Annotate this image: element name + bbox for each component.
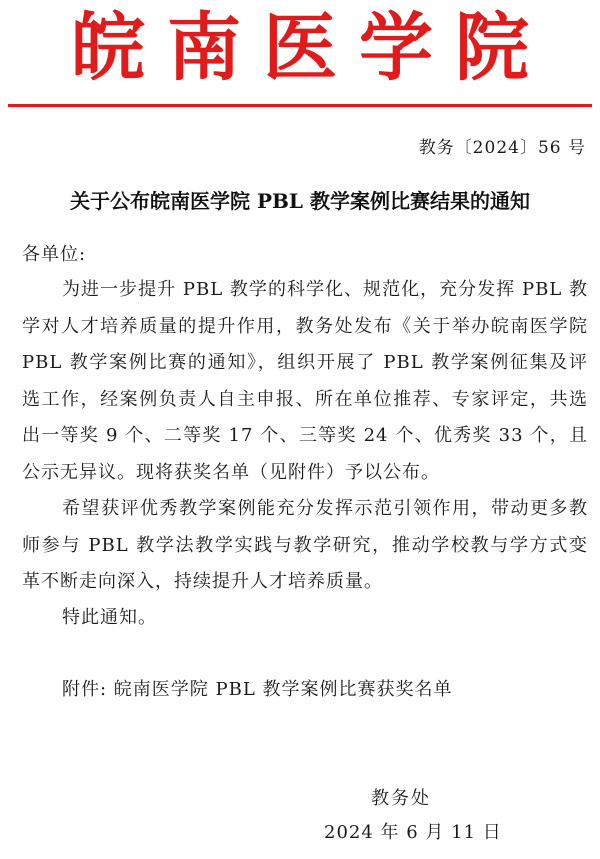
issue-date: 2024 年 6 月 11 日 — [324, 822, 502, 843]
body-paragraph-2: 希望获评优秀教学案例能充分发挥示范引领作用，带动更多教师参与 PBL 教学法教学实践与教学研究，推动学校教与学方式变革不断走向深入，持续提升人才培养质量。 — [22, 498, 588, 592]
issuer: 教务处 — [371, 788, 431, 809]
document-number: 教务〔2024〕56 号 — [418, 138, 586, 158]
masthead-org-name: 皖南医学院 — [71, 5, 551, 91]
closing-line: 特此通知。 — [62, 607, 157, 628]
notice-title: 关于公布皖南医学院 PBL 教学案例比赛结果的通知 — [70, 189, 530, 213]
attachment-line: 附件: 皖南医学院 PBL 教学案例比赛获奖名单 — [62, 679, 453, 700]
body-paragraph-1: 为进一步提升 PBL 教学的科学化、规范化，充分发挥 PBL 教学对人才培养质量的提升作用，教务处发布《关于举办皖南医学院 PBL 教学案例比赛的通知》，组织开展了 PBL 教学案例征集及评选工作，经案例负责人自主申报、所在单位推荐、专家评定，共选出一等奖 9 个、二等奖 17 个、三等奖 24 个、优秀奖 33 个，且公示无异议。现将获奖名单（见附件）予以公布。 — [22, 279, 588, 483]
salutation: 各单位: — [22, 244, 87, 265]
red-divider — [8, 104, 592, 107]
